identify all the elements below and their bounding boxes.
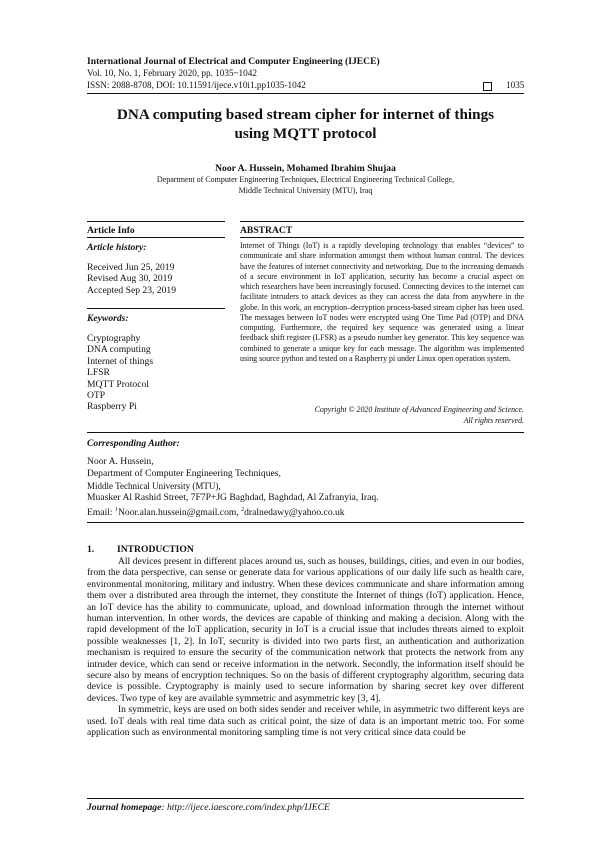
journal-issn-doi: ISSN: 2088-8708, DOI: 10.11591/ijece.v10i1.pp1035-1042 [87, 80, 306, 90]
history-item: Received Jun 25, 2019 [87, 262, 175, 273]
author-list: Noor A. Hussein, Mohamed Ibrahim Shujaa [215, 163, 396, 174]
affiliation-line: Middle Technical University (MTU), Iraq [238, 185, 373, 195]
keyword-item: OTP [87, 390, 106, 402]
keywords-list [87, 333, 153, 413]
affiliation-line: Department of Computer Engineering Techniques, Electrical Engineering Technical College, [156, 175, 455, 184]
corresponding-author-block [87, 456, 379, 519]
paper-title [87, 105, 524, 143]
article-info-top-rule [87, 221, 225, 222]
abstract-text: Internet of Things (IoT) is a rapidly developing technology that enables “devices” to communicate and share information amongst them without human control. The devices have the features of internet connectivity and networking. Due to the increasing demands of a secure environment in IoT application, security has become a crucial aspect on which researchers have been increasingly focused. Connecting devices to the internet can facilitate intruders to attack devices as they can access the data from anywhere in the globe. In this work, an encryption–decryption process-based stream cipher has been used. The messages between IoT nodes were encrypted using One Time Pad (OTP) and DNA computing. Furthermore, the required key sequence was generated using a linear feedback shift register (LFSR) as a pseudo number key generator. This key sequence was combined to generate a unique key for each message. The algorithm was implemented using source python and tested on a Raspberry pi under Linux open operation system. [240, 241, 524, 363]
email-superscript: 2 [241, 507, 245, 513]
square-bullet-icon [483, 82, 492, 91]
keyword-item: LFSR [87, 367, 110, 379]
abstract-heading: ABSTRACT [240, 225, 293, 236]
abstract-heading-rule [240, 237, 524, 238]
email-label: Email: [87, 507, 115, 519]
copyright-line: Copyright © 2020 Institute of Advanced Engineering and Science. [314, 405, 524, 414]
article-info-heading-rule [87, 237, 225, 238]
article-info-heading: Article Info [87, 225, 135, 236]
corresponding-address: Muasker Al Rashid Street, 7F7P+JG Baghdad, Baghdad, Al Zafranyia, Iraq. [87, 492, 379, 503]
introduction-body [87, 556, 524, 739]
email-link[interactable]: Noor.alan.hussein@gmail.com, [117, 507, 242, 519]
section-title: INTRODUCTION [117, 544, 194, 555]
keyword-item: Internet of things [87, 355, 154, 367]
email-link[interactable]: dralnedawy@yahoo.co.uk [244, 507, 345, 519]
corresponding-university: Middle Technical University (MTU), [87, 481, 221, 491]
page-number: 1035 [506, 80, 525, 90]
history-item: Revised Aug 30, 2019 [87, 273, 173, 285]
abstract-bottom-rule [87, 432, 524, 433]
body-paragraph: All devices present in different places around us, such as houses, buildings, cities, and even in our bodies, from the data perspective, can sense or generate data for various applications of our daily life such as health care, environmental monitoring, military and industry. When these devices communicate and share information among them over a distributed area through the internet, they constitute the Internet of things (IoT) application. Hence, an IoT device has the ability to communicate, upload, and download information through the internet without human intervention. In other words, the devices are capable of thinking and making a decision. Along with the rapid development of the IoT application, security in IoT is a crucial issue that includes threats aimed to exploit possible weaknesses [1, 2]. In IoT, security is divided into two parts first, an authentication and authorization mechanism is required to ensure the security of the communication network that protects the network from any intruder device, which can send or receive information in the network. Secondly, the information itself should be secure also by means of encryption techniques. So on the basis of different cryptography algorithm, securing data device is possible. Cryptography is mainly used to secure information by sharing secret key over different devices. Two type of key are available symmetric and asymmetric key [3, 4]. [87, 556, 524, 704]
homepage-url[interactable]: : http://ijece.iaescore.com/index.php/IJECE [161, 802, 330, 813]
keyword-item: Cryptography [87, 333, 141, 344]
corresponding-bottom-rule [87, 522, 524, 523]
journal-name: International Journal of Electrical and Computer Engineering (IJECE) [87, 56, 380, 67]
keywords-heading: Keywords: [87, 313, 129, 324]
section-number: 1. [87, 544, 95, 555]
corresponding-email [87, 504, 379, 519]
footer-divider [87, 798, 524, 799]
corresponding-name: Noor A. Hussein, [87, 456, 154, 467]
journal-homepage [87, 802, 330, 813]
paper-title-line: using MQTT protocol [234, 125, 377, 142]
keywords-top-rule [87, 308, 225, 309]
article-history-heading: Article history: [87, 242, 147, 253]
corresponding-author-heading: Corresponding Author: [87, 438, 180, 449]
header-divider [87, 93, 524, 94]
section-heading-introduction [87, 544, 194, 555]
copyright-line: All rights reserved. [463, 416, 524, 425]
article-history-list [87, 262, 176, 296]
author-affiliation [87, 175, 524, 197]
journal-volume: Vol. 10, No. 1, February 2020, pp. 1035~1042 [87, 68, 257, 78]
body-paragraph: In symmetric, keys are used on both sides sender and receiver while, in asymmetric two different keys are used. IoT deals with real time data such as critical point, the size of data is an important metric too. For some application such as environmental monitoring sampling time is not very critical since data could be [87, 704, 524, 739]
keyword-item: Raspberry Pi [87, 401, 137, 413]
keyword-item: MQTT Protocol [87, 378, 149, 390]
email-superscript: 1 [114, 507, 118, 513]
paper-title-line: DNA computing based stream cipher for internet of things [116, 106, 495, 123]
corresponding-department: Department of Computer Engineering Techniques, [87, 468, 281, 479]
history-item: Accepted Sep 23, 2019 [87, 284, 176, 296]
copyright-notice [240, 404, 524, 426]
keyword-item: DNA computing [87, 344, 151, 356]
abstract-top-rule [240, 221, 524, 222]
homepage-label: Journal homepage [87, 802, 162, 813]
